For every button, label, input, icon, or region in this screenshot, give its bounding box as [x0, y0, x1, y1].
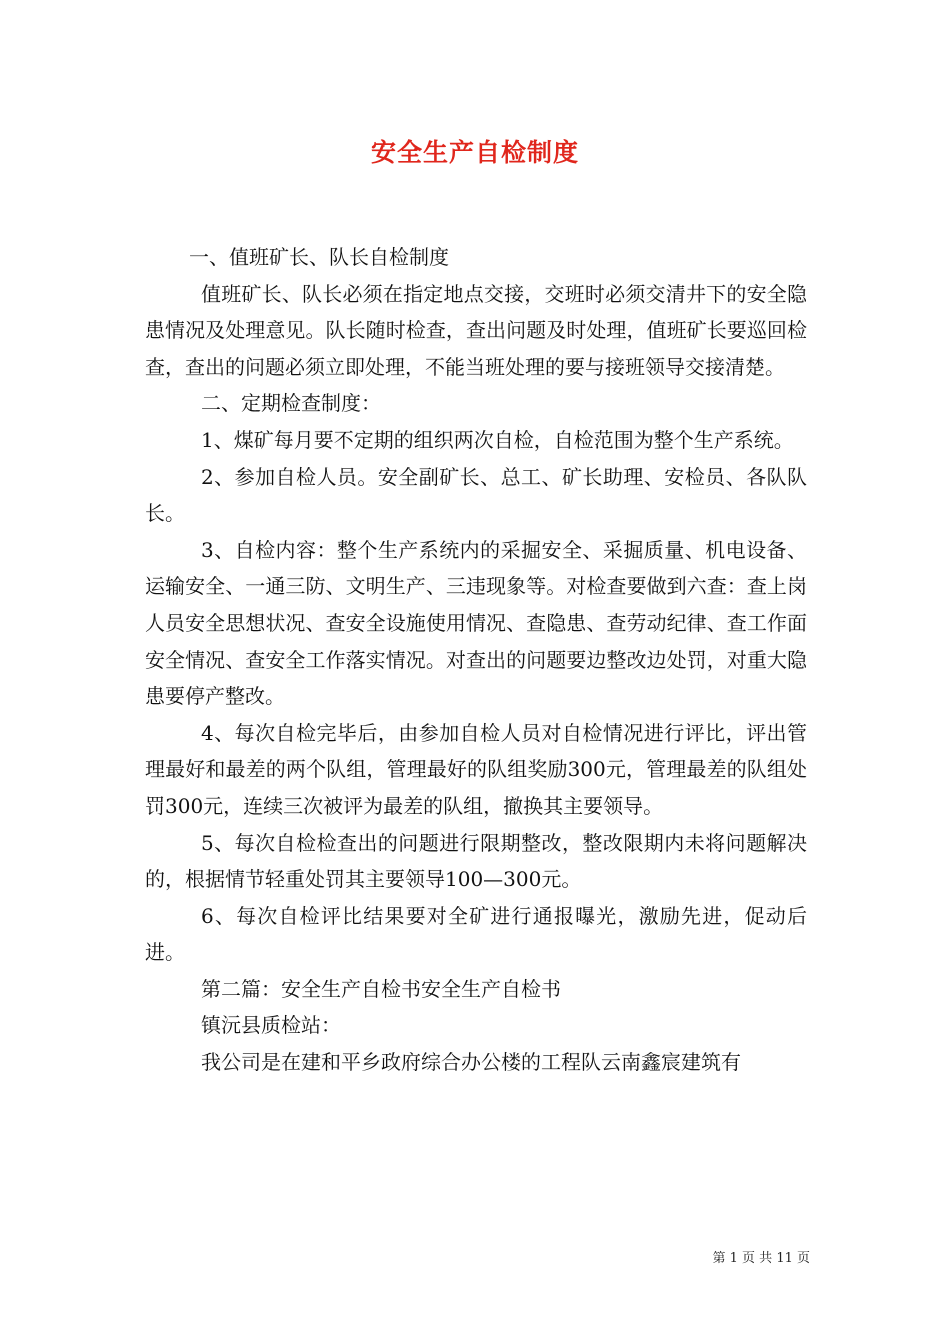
list-item: 4、每次自检完毕后，由参加自检人员对自检情况进行评比，评出管理最好和最差的两个队组，管理最好的队组奖励300元，管理最差的队组处罚300元，连续三次被评为最差的队组，撤换其主要领导。 — [145, 720, 807, 818]
salutation: 镇沅县质检站： — [201, 1013, 341, 1038]
list-item: 2、参加自检人员。安全副矿长、总工、矿长助理、安检员、各队队长。 — [145, 464, 807, 526]
list-item: 6、每次自检评比结果要对全矿进行通报曝光，激励先进，促动后进。 — [145, 903, 807, 965]
list-item: 3、自检内容：整个生产系统内的采掘安全、采掘质量、机电设备、运输安全、一通三防、文明生产、三违现象等。对检查要做到六查：查上岗人员安全思想状况、查安全设施使用情况、查隐患、查劳动纪律、查工作面安全情况、查安全工作落实情况。对查出的问题要边整改边处罚，对重大隐患要停产整改。 — [145, 537, 807, 709]
list-item: 5、每次自检检查出的问题进行限期整改，整改限期内未将问题解决的，根据情节轻重处罚其主要领导100—300元。 — [145, 830, 807, 892]
paragraph: 值班矿长、队长必须在指定地点交接，交班时必须交清井下的安全隐患情况及处理意见。队长随时检查，查出问题及时处理，值班矿长要巡回检查，查出的问题必须立即处理，不能当班处理的要与接班领导交接清楚。 — [145, 281, 807, 379]
chapter-heading: 第二篇：安全生产自检书安全生产自检书 — [201, 976, 561, 1001]
section-heading-2: 二、定期检查制度： — [201, 391, 381, 416]
document-body — [145, 239, 807, 1081]
document-title: 安全生产自检制度 — [370, 138, 579, 167]
list-item: 1、煤矿每月要不定期的组织两次自检，自检范围为整个生产系统。 — [201, 427, 794, 452]
section-heading-1: 一、值班矿长、队长自检制度 — [189, 245, 449, 269]
page-number: 第 1 页 共 11 页 — [712, 1251, 810, 1266]
paragraph: 我公司是在建和平乡政府综合办公楼的工程队云南鑫宸建筑有 — [201, 1050, 741, 1075]
